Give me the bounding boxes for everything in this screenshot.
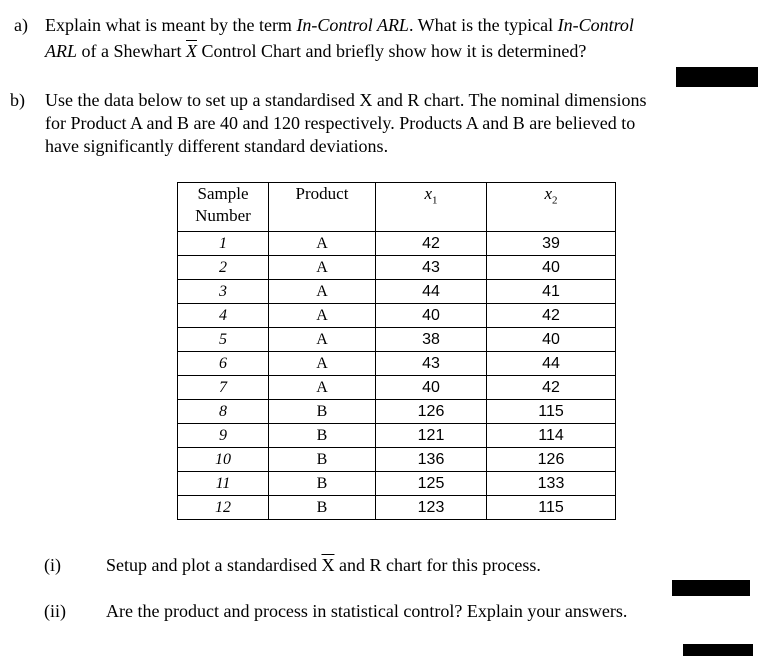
cell-sample-number: 10 (178, 448, 269, 472)
redaction-mark (676, 67, 758, 87)
part-b-label: b) (10, 90, 25, 110)
cell-x2: 42 (487, 376, 616, 400)
part-b-line-1: Use the data below to set up a standardised X and R chart. The nominal dimensions (45, 90, 647, 110)
cell-product: B (269, 400, 376, 424)
sub-i-text-post: and R chart for this process. (334, 555, 541, 575)
part-a-text: . What is the typical (408, 15, 558, 35)
table-row (178, 328, 616, 352)
sub-ii-label: (ii) (44, 601, 66, 621)
cell-x2: 40 (487, 256, 616, 280)
xbar-symbol: $\overline{X}$ (321, 555, 335, 575)
xbar-symbol: $\overline{X}$ (185, 41, 197, 61)
cell-product: A (269, 304, 376, 328)
table-row (178, 352, 616, 376)
cell-x1: 43 (376, 352, 487, 376)
x1-symbol: x (424, 184, 433, 203)
cell-x1: 126 (376, 400, 487, 424)
sub-i-label: (i) (44, 555, 61, 575)
cell-x2: 114 (487, 424, 616, 448)
cell-x1: 121 (376, 424, 487, 448)
table-body (178, 232, 616, 520)
cell-sample-number: 1 (178, 232, 269, 256)
part-a-line-1 (45, 14, 634, 36)
part-b-line-3: have significantly different standard deviations. (45, 136, 389, 156)
cell-sample-number: 7 (178, 376, 269, 400)
cell-x1: 44 (376, 280, 487, 304)
table-row (178, 280, 616, 304)
cell-x2: 115 (487, 496, 616, 520)
cell-product: B (269, 424, 376, 448)
cell-sample-number: 9 (178, 424, 269, 448)
table-row (178, 304, 616, 328)
cell-x1: 40 (376, 304, 487, 328)
cell-sample-number: 4 (178, 304, 269, 328)
x2-subscript: 2 (552, 194, 558, 207)
cell-sample-number: 8 (178, 400, 269, 424)
header-x2 (487, 183, 616, 232)
x1-subscript: 1 (432, 194, 438, 207)
part-a-text: of a Shewhart (77, 41, 186, 61)
cell-x2: 40 (487, 328, 616, 352)
table-row (178, 448, 616, 472)
redaction-mark (672, 580, 750, 596)
part-b-line-2: for Product A and B are 40 and 120 respectively. Products A and B are believed to (45, 113, 636, 133)
table-row (178, 376, 616, 400)
cell-sample-number: 6 (178, 352, 269, 376)
term-arl: ARL (45, 41, 78, 61)
cell-x2: 126 (487, 448, 616, 472)
cell-x2: 39 (487, 232, 616, 256)
table-row (178, 256, 616, 280)
table-row (178, 232, 616, 256)
header-sample-line-2: Number (195, 206, 251, 225)
cell-sample-number: 11 (178, 472, 269, 496)
cell-sample-number: 12 (178, 496, 269, 520)
cell-product: A (269, 352, 376, 376)
sample-data-table (177, 182, 616, 520)
cell-sample-number: 3 (178, 280, 269, 304)
cell-x1: 123 (376, 496, 487, 520)
redaction-mark (683, 644, 753, 656)
sub-ii-text: Are the product and process in statistical control? Explain your answers. (106, 601, 628, 621)
cell-x1: 42 (376, 232, 487, 256)
header-x1 (376, 183, 487, 232)
cell-product: A (269, 376, 376, 400)
cell-product: A (269, 328, 376, 352)
cell-x1: 125 (376, 472, 487, 496)
cell-x1: 136 (376, 448, 487, 472)
cell-x1: 38 (376, 328, 487, 352)
part-a-line-2 (45, 40, 586, 62)
cell-product: B (269, 496, 376, 520)
cell-x2: 42 (487, 304, 616, 328)
cell-sample-number: 2 (178, 256, 269, 280)
table-row (178, 400, 616, 424)
header-sample-line-1: Sample (197, 184, 249, 203)
sub-i-text (106, 554, 541, 576)
cell-x1: 40 (376, 376, 487, 400)
cell-product: B (269, 448, 376, 472)
term-in-control: In-Control (557, 15, 634, 35)
table-row (178, 424, 616, 448)
table-row (178, 496, 616, 520)
table-row (178, 472, 616, 496)
header-sample-number (178, 183, 269, 232)
part-a-text: Control Chart and briefly show how it is determined? (196, 41, 587, 61)
cell-x1: 43 (376, 256, 487, 280)
cell-product: A (269, 256, 376, 280)
part-a-text: Explain what is meant by the term (45, 15, 297, 35)
table-header-row (178, 183, 616, 232)
cell-sample-number: 5 (178, 328, 269, 352)
cell-x2: 41 (487, 280, 616, 304)
cell-x2: 115 (487, 400, 616, 424)
cell-product: A (269, 280, 376, 304)
x2-symbol: x (544, 184, 553, 203)
sub-i-text-pre: Setup and plot a standardised (106, 555, 322, 575)
header-product: Product (269, 183, 376, 232)
part-a-label: a) (14, 15, 28, 35)
cell-product: A (269, 232, 376, 256)
cell-x2: 133 (487, 472, 616, 496)
term-in-control-arl: In-Control ARL (296, 15, 409, 35)
cell-product: B (269, 472, 376, 496)
cell-x2: 44 (487, 352, 616, 376)
